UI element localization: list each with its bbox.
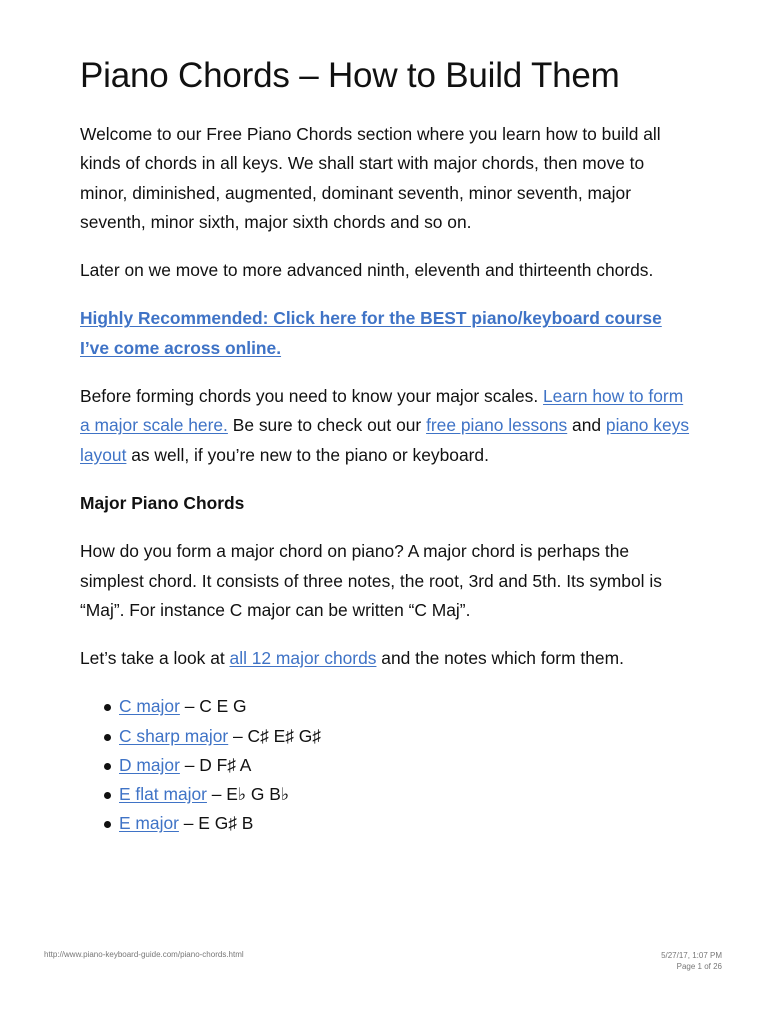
- recommended-course-link[interactable]: Highly Recommended: Click here for the BEST piano/keyboard course I’ve come across online.: [80, 308, 662, 358]
- free-piano-lessons-link[interactable]: free piano lessons: [426, 415, 568, 436]
- chord-notes: – C♯ E♯ G♯: [228, 725, 321, 746]
- all-major-chords-link[interactable]: all 12 major chords: [229, 648, 377, 669]
- chord-link[interactable]: E major: [119, 813, 179, 834]
- footer-datetime: 5/27/17, 1:07 PM: [661, 951, 722, 960]
- major-scale-link[interactable]: Learn how to form a major scale here.: [80, 386, 684, 436]
- recommended-paragraph: [80, 304, 690, 363]
- footer-url: http://www.piano-keyboard-guide.com/piano-chords.html: [44, 950, 244, 959]
- bullet-icon: [104, 734, 111, 741]
- chord-notes: – C E G: [179, 696, 247, 717]
- list-item: [80, 751, 690, 780]
- major-chords-heading: Major Piano Chords: [80, 492, 245, 513]
- bullet-icon: [104, 792, 111, 799]
- check-out-text: Be sure to check out our: [227, 415, 427, 436]
- footer-page-number: Page 1 of 26: [676, 962, 722, 971]
- chord-notes: – E G♯ B: [178, 813, 254, 834]
- list-item: [80, 780, 690, 809]
- intro-paragraph: Welcome to our Free Piano Chords section where you learn how to build all kinds of chords in all keys. We shall start with major chords, then move to minor, diminished, augmented, dominant seventh, minor seventh, major seventh, minor sixth, major sixth chords and so on.: [80, 124, 661, 232]
- before-forming-paragraph: [80, 382, 690, 470]
- advanced-chords-paragraph: Later on we move to more advanced ninth, eleventh and thirteenth chords.: [80, 260, 654, 281]
- major-chords-intro-paragraph: [80, 644, 690, 673]
- new-to-piano-text: as well, if you’re new to the piano or keyboard.: [126, 444, 489, 465]
- page-title: Piano Chords – How to Build Them: [80, 56, 620, 95]
- article: [80, 52, 690, 838]
- chord-notes: – E♭ G B♭: [206, 784, 290, 805]
- list-item: [80, 809, 690, 838]
- footer-meta: [661, 950, 722, 972]
- chord-link[interactable]: E flat major: [119, 784, 207, 805]
- chord-link[interactable]: C major: [119, 696, 180, 717]
- list-item: [80, 692, 690, 721]
- chord-link[interactable]: C sharp major: [119, 725, 229, 746]
- major-chord-description: How do you form a major chord on piano? A major chord is perhaps the simplest chord. It consists of three notes, the root, 3rd and 5th. Its symbol is “Maj”. For instance C major can be written “C Maj”.: [80, 541, 662, 620]
- chord-notes: – D F♯ A: [179, 754, 252, 775]
- before-forming-text: Before forming chords you need to know your major scales.: [80, 386, 544, 407]
- notes-which-form-text: and the notes which form them.: [376, 648, 624, 669]
- chord-link[interactable]: D major: [119, 754, 180, 775]
- bullet-icon: [104, 821, 111, 828]
- major-chords-list: [80, 692, 690, 838]
- list-item: [80, 722, 690, 751]
- and-text: and: [567, 415, 606, 436]
- bullet-icon: [104, 763, 111, 770]
- piano-keys-layout-link[interactable]: piano keys layout: [80, 415, 690, 465]
- bullet-icon: [104, 704, 111, 711]
- lets-take-look-text: Let’s take a look at: [80, 648, 230, 669]
